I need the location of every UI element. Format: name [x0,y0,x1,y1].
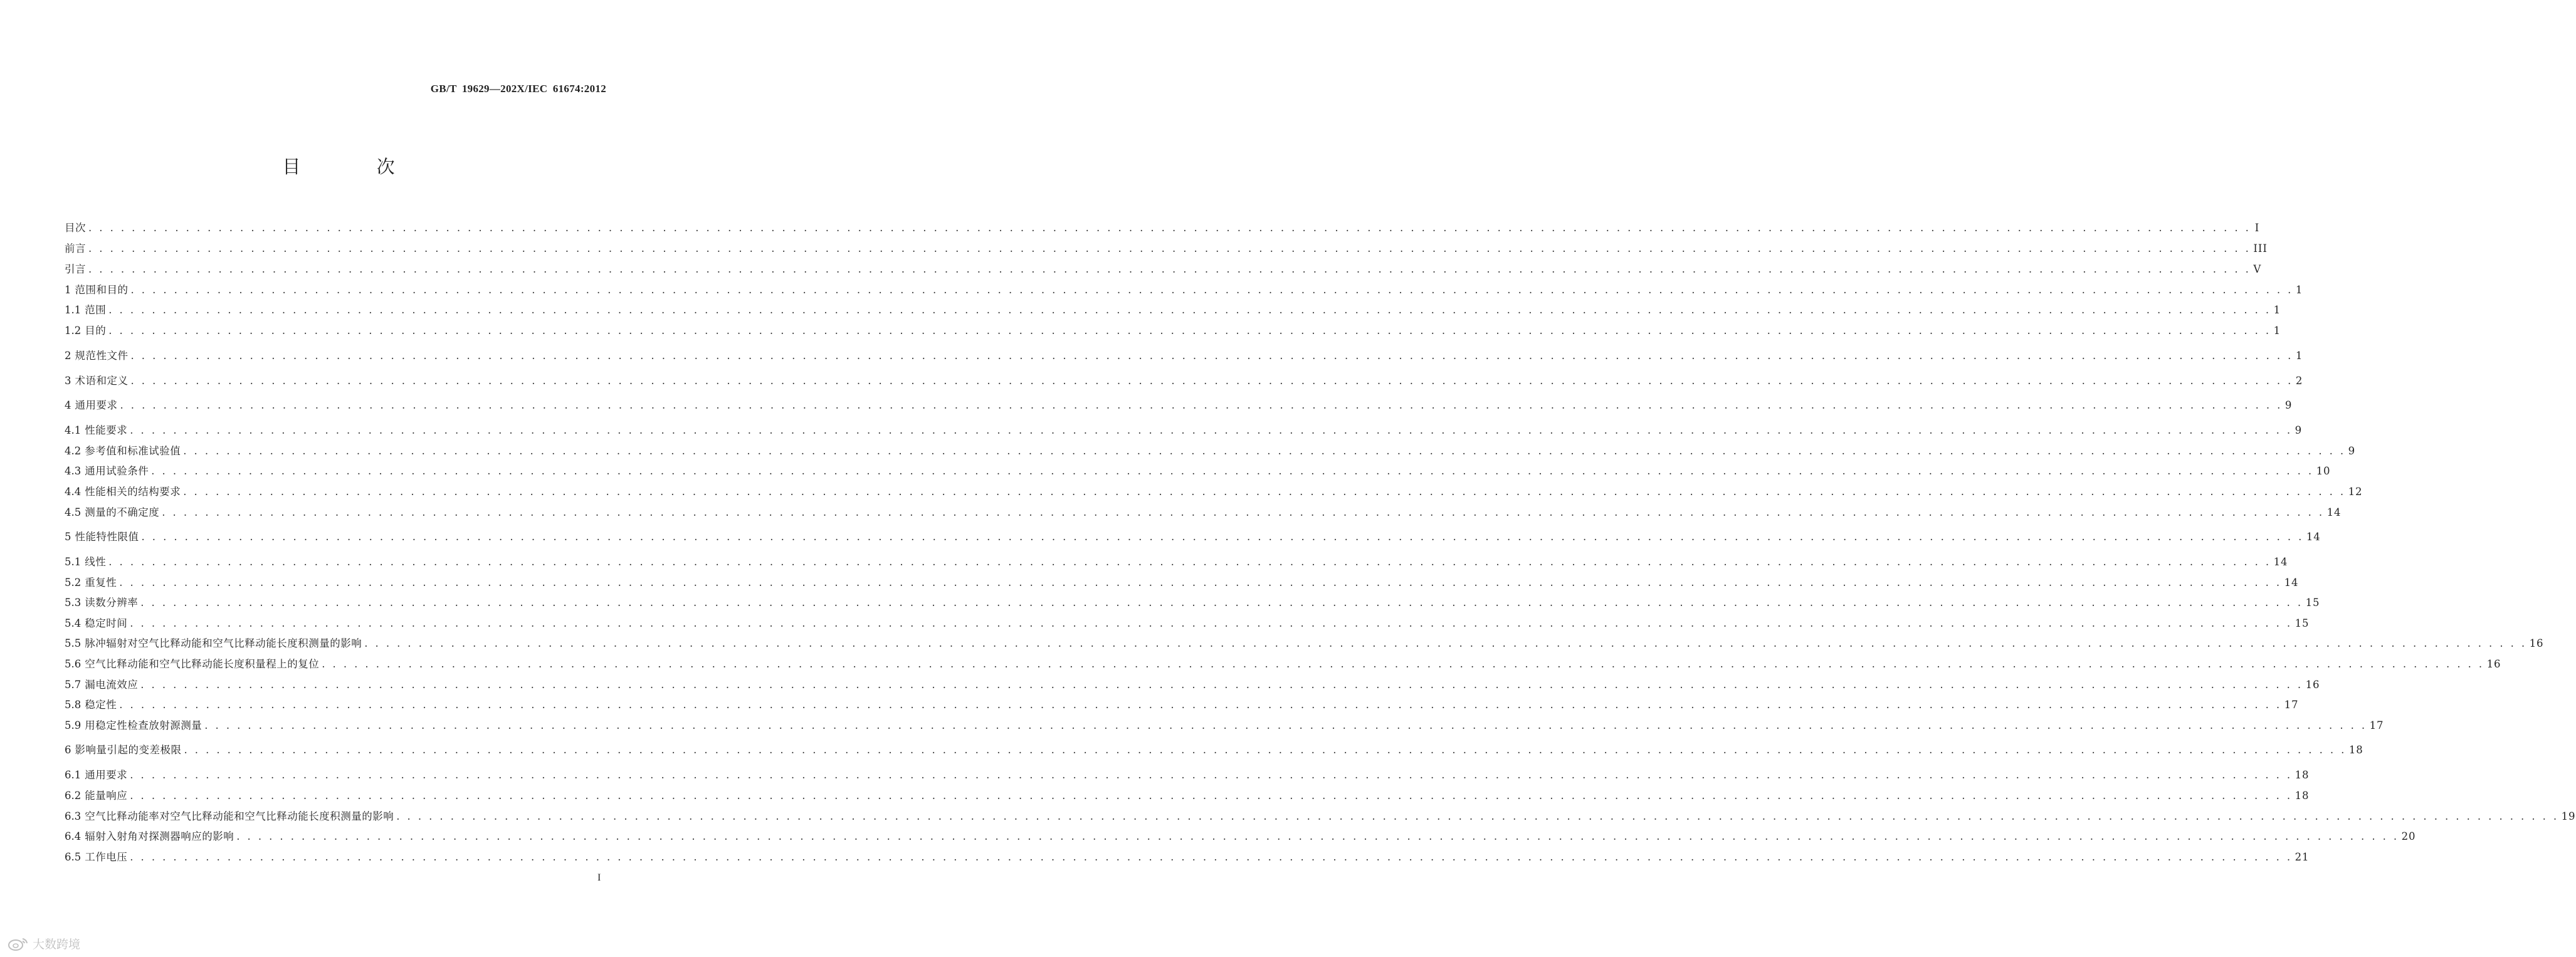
toc-entry-page: 16 [2305,679,2320,691]
dot-leader: . . . . . . . . . . . . . . . . . . . . . . . . . . . . . . . . . . . . . . . . . . . . . . . . . . . . . . . . . . . . . . . . . . . . . . . . . . . . . . . . . . . . . . . . . . . . . . . . . . . . . . . . . . . . . . . . . . . . . . . . . . . . . . . . . . . . . . . . . . . . . . . . . . . . . . . . . . . . . . . . . . . . . . . . . . . . . . . . . . . . . . . . . . . . . . . . . . . . . . . . [88,243,2251,254]
toc-entry-page: 17 [2369,719,2384,731]
dot-leader: . . . . . . . . . . . . . . . . . . . . . . . . . . . . . . . . . . . . . . . . . . . . . . . . . . . . . . . . . . . . . . . . . . . . . . . . . . . . . . . . . . . . . . . . . . . . . . . . . . . . . . . . . . . . . . . . . . . . . . . . . . . . . . . . . . . . . . . . . . . . . . . . . . . . . . . . . . . . . . . . . . . . . . . . . . . . . . . . . . . . . . . . . . . . . . . . . . . . . . . . [140,679,2303,691]
toc-entry-number: 5.4 [65,617,81,629]
toc-entry-number: 6.5 [65,851,81,863]
toc-entry-number: 4.1 [65,424,81,436]
toc-entry-label: 范围 [85,304,107,316]
dot-leader: . . . . . . . . . . . . . . . . . . . . . . . . . . . . . . . . . . . . . . . . . . . . . . . . . . . . . . . . . . . . . . . . . . . . . . . . . . . . . . . . . . . . . . . . . . . . . . . . . . . . . . . . . . . . . . . . . . . . . . . . . . . . . . . . . . . . . . . . . . . . . . . . . . . . . . . . . . . . . . . . . . . . . . . . . . . . . . . . . . . . . . . . . . . . . . . . . . . . . . . . [130,769,2293,781]
toc-entry-label: 用稳定性检查放射源测量 [85,719,202,731]
toc-entry-number: 5.7 [65,679,81,691]
toc-entry-number: 5.8 [65,699,81,711]
toc-entry[interactable] [65,849,2310,865]
toc-entry[interactable] [65,717,2384,733]
dot-leader: . . . . . . . . . . . . . . . . . . . . . . . . . . . . . . . . . . . . . . . . . . . . . . . . . . . . . . . . . . . . . . . . . . . . . . . . . . . . . . . . . . . . . . . . . . . . . . . . . . . . . . . . . . . . . . . . . . . . . . . . . . . . . . . . . . . . . . . . . . . . . . . . . . . . . . . . . . . . . . . . . . . . . . . . . . . . . . . . . . . . . . . . . . . . . . . . . . . . . . . . [130,375,2293,387]
toc-entry-page: 10 [2316,465,2331,477]
toc-entry-page: 1 [2273,304,2281,316]
toc-entry-page: V [2253,263,2262,275]
toc-entry-label: 术语和定义 [75,375,129,387]
toc-entry-page: 1 [2273,325,2281,337]
toc-entry[interactable] [65,442,2356,459]
dot-leader: . . . . . . . . . . . . . . . . . . . . . . . . . . . . . . . . . . . . . . . . . . . . . . . . . . . . . . . . . . . . . . . . . . . . . . . . . . . . . . . . . . . . . . . . . . . . . . . . . . . . . . . . . . . . . . . . . . . . . . . . . . . . . . . . . . . . . . . . . . . . . . . . . . . . . . . . . . . . . . . . . . . . . . . . . . . . . . . . . . . . . . . . . . . . . . . . . . . . . . . . [183,445,2346,457]
toc-entry-page: 9 [2295,424,2303,436]
toc-entry[interactable] [65,261,2262,277]
dot-leader: . . . . . . . . . . . . . . . . . . . . . . . . . . . . . . . . . . . . . . . . . . . . . . . . . . . . . . . . . . . . . . . . . . . . . . . . . . . . . . . . . . . . . . . . . . . . . . . . . . . . . . . . . . . . . . . . . . . . . . . . . . . . . . . . . . . . . . . . . . . . . . . . . . . . . . . . . . . . . . . . . . . . . . . . . . . . . . . . . . . . . . . . . . . . . . . . . . . . . . . . [88,263,2251,275]
toc-entry-number: 6.1 [65,769,81,781]
dot-leader: . . . . . . . . . . . . . . . . . . . . . . . . . . . . . . . . . . . . . . . . . . . . . . . . . . . . . . . . . . . . . . . . . . . . . . . . . . . . . . . . . . . . . . . . . . . . . . . . . . . . . . . . . . . . . . . . . . . . . . . . . . . . . . . . . . . . . . . . . . . . . . . . . . . . . . . . . . . . . . . . . . . . . . . . . . . . . . . . . . . . . . . . . . . . . . . . . . . . . . . . [322,658,2484,670]
toc-entry-page: 14 [2326,506,2342,518]
toc-entry-label: 性能特性限值 [75,531,139,543]
document-code: GB/T 19629—202X/IEC 61674:2012 [430,83,606,95]
toc-entry[interactable] [65,281,2303,298]
toc-entry-label: 能量响应 [85,790,128,802]
toc-entry-page: 9 [2284,399,2293,411]
dot-leader: . . . . . . . . . . . . . . . . . . . . . . . . . . . . . . . . . . . . . . . . . . . . . . . . . . . . . . . . . . . . . . . . . . . . . . . . . . . . . . . . . . . . . . . . . . . . . . . . . . . . . . . . . . . . . . . . . . . . . . . . . . . . . . . . . . . . . . . . . . . . . . . . . . . . . . . . . . . . . . . . . . . . . . . . . . . . . . . . . . . . . . . . . . . . . . . . . . . . . . . . [130,790,2293,802]
toc-entry-page: 18 [2348,744,2363,756]
dot-leader: . . . . . . . . . . . . . . . . . . . . . . . . . . . . . . . . . . . . . . . . . . . . . . . . . . . . . . . . . . . . . . . . . . . . . . . . . . . . . . . . . . . . . . . . . . . . . . . . . . . . . . . . . . . . . . . . . . . . . . . . . . . . . . . . . . . . . . . . . . . . . . . . . . . . . . . . . . . . . . . . . . . . . . . . . . . . . . . . . . . . . . . . . . . . . . . . . . . . . . . . [184,744,2347,756]
page-title: 目 次 [282,156,430,177]
toc-entry-number: 5.6 [65,658,81,670]
dot-leader: . . . . . . . . . . . . . . . . . . . . . . . . . . . . . . . . . . . . . . . . . . . . . . . . . . . . . . . . . . . . . . . . . . . . . . . . . . . . . . . . . . . . . . . . . . . . . . . . . . . . . . . . . . . . . . . . . . . . . . . . . . . . . . . . . . . . . . . . . . . . . . . . . . . . . . . . . . . . . . . . . . . . . . . . . . . . . . . . . . . . . . . . . . . . . . . . . . . . . . . . [236,830,2399,842]
toc-entry[interactable] [65,219,2260,236]
toc-entry-label: 范围和目的 [75,284,129,296]
toc-entry-page: 18 [2295,790,2310,802]
toc-entry-page: 14 [2284,577,2299,588]
toc-entry-page: 2 [2295,375,2303,387]
toc-entry-number: 1 [65,284,71,296]
toc-entry-label: 目次 [65,222,86,234]
toc-entry-page: III [2253,243,2268,254]
toc-entry[interactable] [65,322,2281,338]
toc-entry-label: 通用要求 [75,399,118,411]
toc-entry-label: 通用要求 [85,769,128,781]
toc-entry[interactable] [65,240,2268,256]
toc-entry-page: I [2254,222,2260,234]
toc-entry-label: 性能相关的结构要求 [85,486,181,498]
toc-entry-number: 5.1 [65,556,81,568]
toc-entry[interactable] [65,301,2281,318]
toc-entry-page: 9 [2348,445,2356,457]
toc-entry[interactable] [65,553,2288,570]
toc-entry-number: 4 [65,399,71,411]
dot-leader: . . . . . . . . . . . . . . . . . . . . . . . . . . . . . . . . . . . . . . . . . . . . . . . . . . . . . . . . . . . . . . . . . . . . . . . . . . . . . . . . . . . . . . . . . . . . . . . . . . . . . . . . . . . . . . . . . . . . . . . . . . . . . . . . . . . . . . . . . . . . . . . . . . . . . . . . . . . . . . . . . . . . . . . . . . . . . . . . . . . . . . . . . . . . . . . . . . . . . . . . [204,719,2367,731]
toc-entry-page: 16 [2486,658,2501,670]
toc-entry-number: 5.5 [65,637,81,649]
toc-entry-number: 5 [65,531,71,543]
toc-entry-label: 测量的不确定度 [85,506,160,518]
dot-leader: . . . . . . . . . . . . . . . . . . . . . . . . . . . . . . . . . . . . . . . . . . . . . . . . . . . . . . . . . . . . . . . . . . . . . . . . . . . . . . . . . . . . . . . . . . . . . . . . . . . . . . . . . . . . . . . . . . . . . . . . . . . . . . . . . . . . . . . . . . . . . . . . . . . . . . . . . . . . . . . . . . . . . . . . . . . . . . . . . . . . . . . . . . . . . . . . . . . . . . . . [364,637,2527,649]
toc-entry[interactable] [65,463,2331,479]
toc-entry[interactable] [65,528,2321,545]
toc-entry-label: 辐射入射角对探测器响应的影响 [85,830,234,842]
toc-entry-page: 19 [2561,810,2576,822]
toc-entry[interactable] [65,808,2576,824]
toc-entry-page: 18 [2295,769,2310,781]
toc-entry-label: 性能要求 [85,424,128,436]
dot-leader: . . . . . . . . . . . . . . . . . . . . . . . . . . . . . . . . . . . . . . . . . . . . . . . . . . . . . . . . . . . . . . . . . . . . . . . . . . . . . . . . . . . . . . . . . . . . . . . . . . . . . . . . . . . . . . . . . . . . . . . . . . . . . . . . . . . . . . . . . . . . . . . . . . . . . . . . . . . . . . . . . . . . . . . . . . . . . . . . . . . . . . . . . . . . . . . . . . . . . . . . [151,465,2314,477]
dot-leader: . . . . . . . . . . . . . . . . . . . . . . . . . . . . . . . . . . . . . . . . . . . . . . . . . . . . . . . . . . . . . . . . . . . . . . . . . . . . . . . . . . . . . . . . . . . . . . . . . . . . . . . . . . . . . . . . . . . . . . . . . . . . . . . . . . . . . . . . . . . . . . . . . . . . . . . . . . . . . . . . . . . . . . . . . . . . . . . . . . . . . . . . . . . . . . . . . . . . . . . . [108,325,2271,337]
toc-entry-page: 16 [2529,637,2544,649]
toc-entry-label: 引言 [65,263,86,275]
dot-leader: . . . . . . . . . . . . . . . . . . . . . . . . . . . . . . . . . . . . . . . . . . . . . . . . . . . . . . . . . . . . . . . . . . . . . . . . . . . . . . . . . . . . . . . . . . . . . . . . . . . . . . . . . . . . . . . . . . . . . . . . . . . . . . . . . . . . . . . . . . . . . . . . . . . . . . . . . . . . . . . . . . . . . . . . . . . . . . . . . . . . . . . . . . . . . . . . . . . . . . . . [130,617,2293,629]
dot-leader: . . . . . . . . . . . . . . . . . . . . . . . . . . . . . . . . . . . . . . . . . . . . . . . . . . . . . . . . . . . . . . . . . . . . . . . . . . . . . . . . . . . . . . . . . . . . . . . . . . . . . . . . . . . . . . . . . . . . . . . . . . . . . . . . . . . . . . . . . . . . . . . . . . . . . . . . . . . . . . . . . . . . . . . . . . . . . . . . . . . . . . . . . . . . . . . . . . . . . . . . [396,810,2559,822]
toc-entry-number: 3 [65,375,71,387]
dot-leader: . . . . . . . . . . . . . . . . . . . . . . . . . . . . . . . . . . . . . . . . . . . . . . . . . . . . . . . . . . . . . . . . . . . . . . . . . . . . . . . . . . . . . . . . . . . . . . . . . . . . . . . . . . . . . . . . . . . . . . . . . . . . . . . . . . . . . . . . . . . . . . . . . . . . . . . . . . . . . . . . . . . . . . . . . . . . . . . . . . . . . . . . . . . . . . . . . . . . . . . . [108,556,2271,568]
dot-leader: . . . . . . . . . . . . . . . . . . . . . . . . . . . . . . . . . . . . . . . . . . . . . . . . . . . . . . . . . . . . . . . . . . . . . . . . . . . . . . . . . . . . . . . . . . . . . . . . . . . . . . . . . . . . . . . . . . . . . . . . . . . . . . . . . . . . . . . . . . . . . . . . . . . . . . . . . . . . . . . . . . . . . . . . . . . . . . . . . . . . . . . . . . . . . . . . . . . . . . . . [183,486,2346,498]
toc-entry-label: 空气比释动能率对空气比释动能和空气比释动能长度积测量的影响 [85,810,394,822]
dot-leader: . . . . . . . . . . . . . . . . . . . . . . . . . . . . . . . . . . . . . . . . . . . . . . . . . . . . . . . . . . . . . . . . . . . . . . . . . . . . . . . . . . . . . . . . . . . . . . . . . . . . . . . . . . . . . . . . . . . . . . . . . . . . . . . . . . . . . . . . . . . . . . . . . . . . . . . . . . . . . . . . . . . . . . . . . . . . . . . . . . . . . . . . . . . . . . . . . . . . . . . . [130,350,2293,362]
toc-entry[interactable] [65,741,2363,758]
toc-entry-number: 5.3 [65,597,81,609]
toc-entry-page: 1 [2295,350,2303,362]
toc-entry-number: 4.5 [65,506,81,518]
toc-entry-number: 5.9 [65,719,81,731]
toc-entry-label: 参考值和标准试验值 [85,445,181,457]
toc-entry-page: 12 [2348,486,2363,498]
toc-entry-number: 2 [65,350,71,362]
toc-entry-page: 15 [2295,617,2310,629]
page-number: I [597,872,601,883]
toc-entry[interactable] [65,615,2310,631]
dot-leader: . . . . . . . . . . . . . . . . . . . . . . . . . . . . . . . . . . . . . . . . . . . . . . . . . . . . . . . . . . . . . . . . . . . . . . . . . . . . . . . . . . . . . . . . . . . . . . . . . . . . . . . . . . . . . . . . . . . . . . . . . . . . . . . . . . . . . . . . . . . . . . . . . . . . . . . . . . . . . . . . . . . . . . . . . . . . . . . . . . . . . . . . . . . . . . . . . . . . . . . . [130,424,2293,436]
toc-entry-label: 通用试验条件 [85,465,149,477]
toc-entry[interactable] [65,766,2310,783]
toc-entry-page: 14 [2273,556,2288,568]
toc-entry[interactable] [65,347,2303,363]
toc-entry[interactable] [65,676,2320,693]
toc-entry-number: 6 [65,744,71,756]
weibo-logo-icon [8,936,29,951]
toc-entry[interactable] [65,504,2342,520]
toc-entry-page: 17 [2284,699,2299,711]
toc-entry-number: 4.3 [65,465,81,477]
toc-entry[interactable] [65,696,2299,713]
dot-leader: . . . . . . . . . . . . . . . . . . . . . . . . . . . . . . . . . . . . . . . . . . . . . . . . . . . . . . . . . . . . . . . . . . . . . . . . . . . . . . . . . . . . . . . . . . . . . . . . . . . . . . . . . . . . . . . . . . . . . . . . . . . . . . . . . . . . . . . . . . . . . . . . . . . . . . . . . . . . . . . . . . . . . . . . . . . . . . . . . . . . . . . . . . . . . . . . . . . . . . . . [119,699,2282,711]
toc-entry-label: 漏电流效应 [85,679,139,691]
watermark-text: 大数跨境 [33,938,81,951]
toc-entry[interactable] [65,372,2303,389]
toc-entry-page: 1 [2295,284,2303,296]
toc-entry-label: 空气比释动能和空气比释动能长度积量程上的复位 [85,658,320,670]
toc-entry-label: 读数分辨率 [85,597,139,609]
toc-entry[interactable] [65,397,2293,413]
toc-entry-number: 1.1 [65,304,81,316]
toc-entry-label: 稳定性 [85,699,117,711]
toc-entry-number: 1.2 [65,325,81,337]
toc-entry-label: 影响量引起的变差极限 [75,744,182,756]
dot-leader: . . . . . . . . . . . . . . . . . . . . . . . . . . . . . . . . . . . . . . . . . . . . . . . . . . . . . . . . . . . . . . . . . . . . . . . . . . . . . . . . . . . . . . . . . . . . . . . . . . . . . . . . . . . . . . . . . . . . . . . . . . . . . . . . . . . . . . . . . . . . . . . . . . . . . . . . . . . . . . . . . . . . . . . . . . . . . . . . . . . . . . . . . . . . . . . . . . . . . . . . [130,851,2293,863]
toc-entry-number: 6.4 [65,830,81,842]
dot-leader: . . . . . . . . . . . . . . . . . . . . . . . . . . . . . . . . . . . . . . . . . . . . . . . . . . . . . . . . . . . . . . . . . . . . . . . . . . . . . . . . . . . . . . . . . . . . . . . . . . . . . . . . . . . . . . . . . . . . . . . . . . . . . . . . . . . . . . . . . . . . . . . . . . . . . . . . . . . . . . . . . . . . . . . . . . . . . . . . . . . . . . . . . . . . . . . . . . . . . . . . [88,222,2251,234]
toc-entry[interactable] [65,635,2544,651]
toc-entry-number: 6.2 [65,790,81,802]
toc-entry[interactable] [65,828,2416,844]
toc-entry-number: 5.2 [65,577,81,588]
dot-leader: . . . . . . . . . . . . . . . . . . . . . . . . . . . . . . . . . . . . . . . . . . . . . . . . . . . . . . . . . . . . . . . . . . . . . . . . . . . . . . . . . . . . . . . . . . . . . . . . . . . . . . . . . . . . . . . . . . . . . . . . . . . . . . . . . . . . . . . . . . . . . . . . . . . . . . . . . . . . . . . . . . . . . . . . . . . . . . . . . . . . . . . . . . . . . . . . . . . . . . . . [162,506,2325,518]
toc-entry-label: 脉冲辐射对空气比释动能和空气比释动能长度积测量的影响 [85,637,362,649]
toc-entry-label: 稳定时间 [85,617,128,629]
toc-entry[interactable] [65,594,2320,610]
toc-entry-label: 线性 [85,556,107,568]
watermark [8,935,80,952]
toc-entry-label: 重复性 [85,577,117,588]
dot-leader: . . . . . . . . . . . . . . . . . . . . . . . . . . . . . . . . . . . . . . . . . . . . . . . . . . . . . . . . . . . . . . . . . . . . . . . . . . . . . . . . . . . . . . . . . . . . . . . . . . . . . . . . . . . . . . . . . . . . . . . . . . . . . . . . . . . . . . . . . . . . . . . . . . . . . . . . . . . . . . . . . . . . . . . . . . . . . . . . . . . . . . . . . . . . . . . . . . . . . . . . [108,304,2271,316]
toc-entry-number: 4.2 [65,445,81,457]
toc-entry-number: 4.4 [65,486,81,498]
toc-entry-page: 20 [2401,830,2416,842]
toc-entry-label: 目的 [85,325,107,337]
dot-leader: . . . . . . . . . . . . . . . . . . . . . . . . . . . . . . . . . . . . . . . . . . . . . . . . . . . . . . . . . . . . . . . . . . . . . . . . . . . . . . . . . . . . . . . . . . . . . . . . . . . . . . . . . . . . . . . . . . . . . . . . . . . . . . . . . . . . . . . . . . . . . . . . . . . . . . . . . . . . . . . . . . . . . . . . . . . . . . . . . . . . . . . . . . . . . . . . . . . . . . . . [119,577,2282,588]
toc-entry[interactable] [65,422,2303,438]
toc-entry-label: 前言 [65,243,86,254]
toc-entry[interactable] [65,574,2299,590]
toc-entry-page: 21 [2295,851,2310,863]
dot-leader: . . . . . . . . . . . . . . . . . . . . . . . . . . . . . . . . . . . . . . . . . . . . . . . . . . . . . . . . . . . . . . . . . . . . . . . . . . . . . . . . . . . . . . . . . . . . . . . . . . . . . . . . . . . . . . . . . . . . . . . . . . . . . . . . . . . . . . . . . . . . . . . . . . . . . . . . . . . . . . . . . . . . . . . . . . . . . . . . . . . . . . . . . . . . . . . . . . . . . . . . [120,399,2283,411]
toc-entry[interactable] [65,656,2501,672]
dot-leader: . . . . . . . . . . . . . . . . . . . . . . . . . . . . . . . . . . . . . . . . . . . . . . . . . . . . . . . . . . . . . . . . . . . . . . . . . . . . . . . . . . . . . . . . . . . . . . . . . . . . . . . . . . . . . . . . . . . . . . . . . . . . . . . . . . . . . . . . . . . . . . . . . . . . . . . . . . . . . . . . . . . . . . . . . . . . . . . . . . . . . . . . . . . . . . . . . . . . . . . . [141,531,2304,543]
dot-leader: . . . . . . . . . . . . . . . . . . . . . . . . . . . . . . . . . . . . . . . . . . . . . . . . . . . . . . . . . . . . . . . . . . . . . . . . . . . . . . . . . . . . . . . . . . . . . . . . . . . . . . . . . . . . . . . . . . . . . . . . . . . . . . . . . . . . . . . . . . . . . . . . . . . . . . . . . . . . . . . . . . . . . . . . . . . . . . . . . . . . . . . . . . . . . . . . . . . . . . . . [140,597,2303,609]
toc-entry-page: 14 [2306,531,2321,543]
dot-leader: . . . . . . . . . . . . . . . . . . . . . . . . . . . . . . . . . . . . . . . . . . . . . . . . . . . . . . . . . . . . . . . . . . . . . . . . . . . . . . . . . . . . . . . . . . . . . . . . . . . . . . . . . . . . . . . . . . . . . . . . . . . . . . . . . . . . . . . . . . . . . . . . . . . . . . . . . . . . . . . . . . . . . . . . . . . . . . . . . . . . . . . . . . . . . . . . . . . . . . . . [130,284,2293,296]
toc-entry-page: 15 [2305,597,2320,609]
toc-entry-label: 规范性文件 [75,350,129,362]
toc-entry-label: 工作电压 [85,851,128,863]
toc-entry-number: 6.3 [65,810,81,822]
toc-entry[interactable] [65,483,2363,499]
toc-entry[interactable] [65,787,2310,803]
